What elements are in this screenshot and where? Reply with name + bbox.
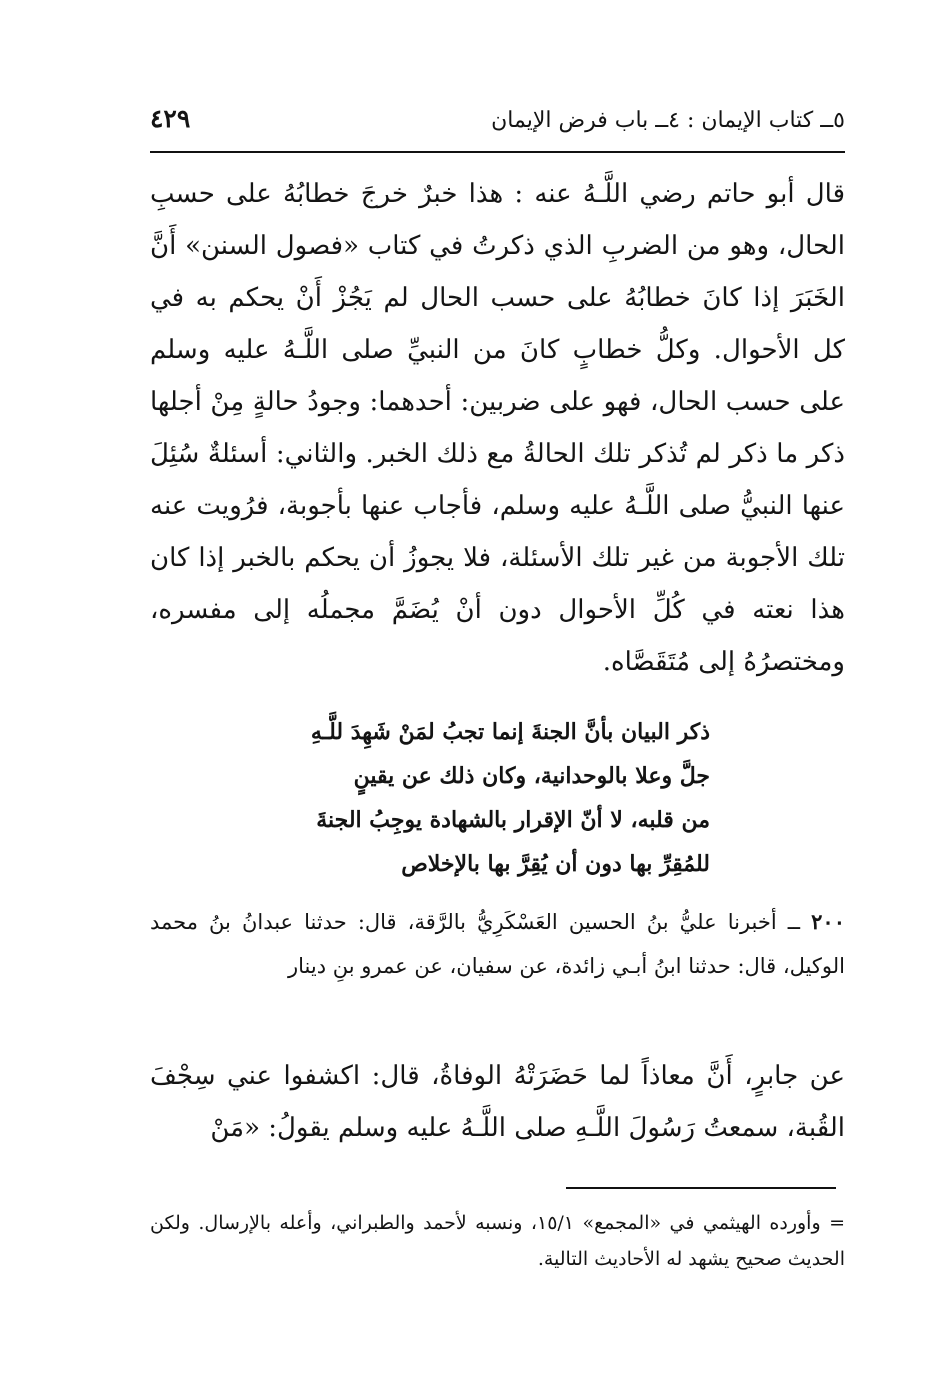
isnad-text: ــ أخبرنا عليُّ بنُ الحسين العَسْكَرِيُّ بالرَّقة، قال: حدثنا عبدانُ بنُ محمد الوكيل، قال: حدثنا ابنُ أبـي زائدة، عن سفيان، عن عمرو بنِ دينار — [150, 910, 845, 978]
page-number: ٤٢٩ — [150, 104, 191, 133]
hadith-number: ٢٠٠ — [811, 909, 845, 934]
chapter-heading — [290, 710, 710, 886]
footnote-rule — [566, 1187, 836, 1189]
body-paragraph: قال أبو حاتم رضي اللَّـهُ عنه : هذا خبرٌ خرجَ خطابُهُ على حسبِ الحال، وهو من الضربِ الذي ذكرتُ في كتاب «فصول السنن» أَنَّ الخَبَرَ إذا كانَ خطابُهُ على حسب الحال لم يَجُزْ أَنْ يحكم به في كل الأحوال. وكلُّ خطابٍ كانَ من النبيِّ صلى اللَّـهُ عليه وسلم على حسب الحال، فهو على ضربين: أحدهما: وجودُ حالةٍ مِنْ أجلها ذكر ما ذكر لم تُذكر تلك الحالةُ مع ذلك الخبر. والثاني: أسئلةٌ سُئِلَ عنها النبيُّ صلى اللَّـهُ عليه وسلم، فأجاب عنها بأجوبة، فرُويت عنه تلك الأجوبة من غير تلك الأسئلة، فلا يجوزُ أن يحكم بالخبر إذا كان هذا نعته في كُلِّ الأحوال دون أنْ يُضَمَّ مجملُه إلى مفسره، ومختصرُهُ إلى مُتَقَصَّاه. — [150, 179, 845, 677]
hadith-matn: عن جابرٍ، أَنَّ معاذاً لما حَضَرَتْهُ الوفاةُ، قال: اكشفوا عني سِجْفَ القُبة، سمعتُ رَسُولَ اللَّـهِ صلى اللَّـهُ عليه وسلم يقولُ: «مَنْ — [150, 1061, 845, 1143]
running-head: ٥ــ كتاب الإيمان : ٤ــ باب فرض الإيمان — [491, 108, 845, 133]
chapter-heading-line: للمُقِرِّ بها دون أن يُقِرَّ بها بالإخلاص — [401, 851, 710, 877]
chapter-heading-line: جلَّ وعلا بالوحدانية، وكان ذلك عن يقينٍ — [353, 763, 710, 789]
chapter-heading-line: ذكر البيان بأنَّ الجنةَ إنما تجبُ لمَنْ شَهِدَ للَّـهِ — [310, 719, 710, 745]
header-rule — [150, 151, 845, 153]
chapter-heading-line: من قلبه، لا أنّ الإقرار بالشهادة يوجِبُ الجنةَ — [316, 807, 710, 833]
footnote: = وأورده الهيثمي في «المجمع» ١٥/١، ونسبه لأحمد والطبراني، وأعله بالإرسال. ولكن الحديث صحيح يشهد له الأحاديث التالية. — [150, 1212, 845, 1270]
hadith-isnad — [150, 900, 845, 988]
